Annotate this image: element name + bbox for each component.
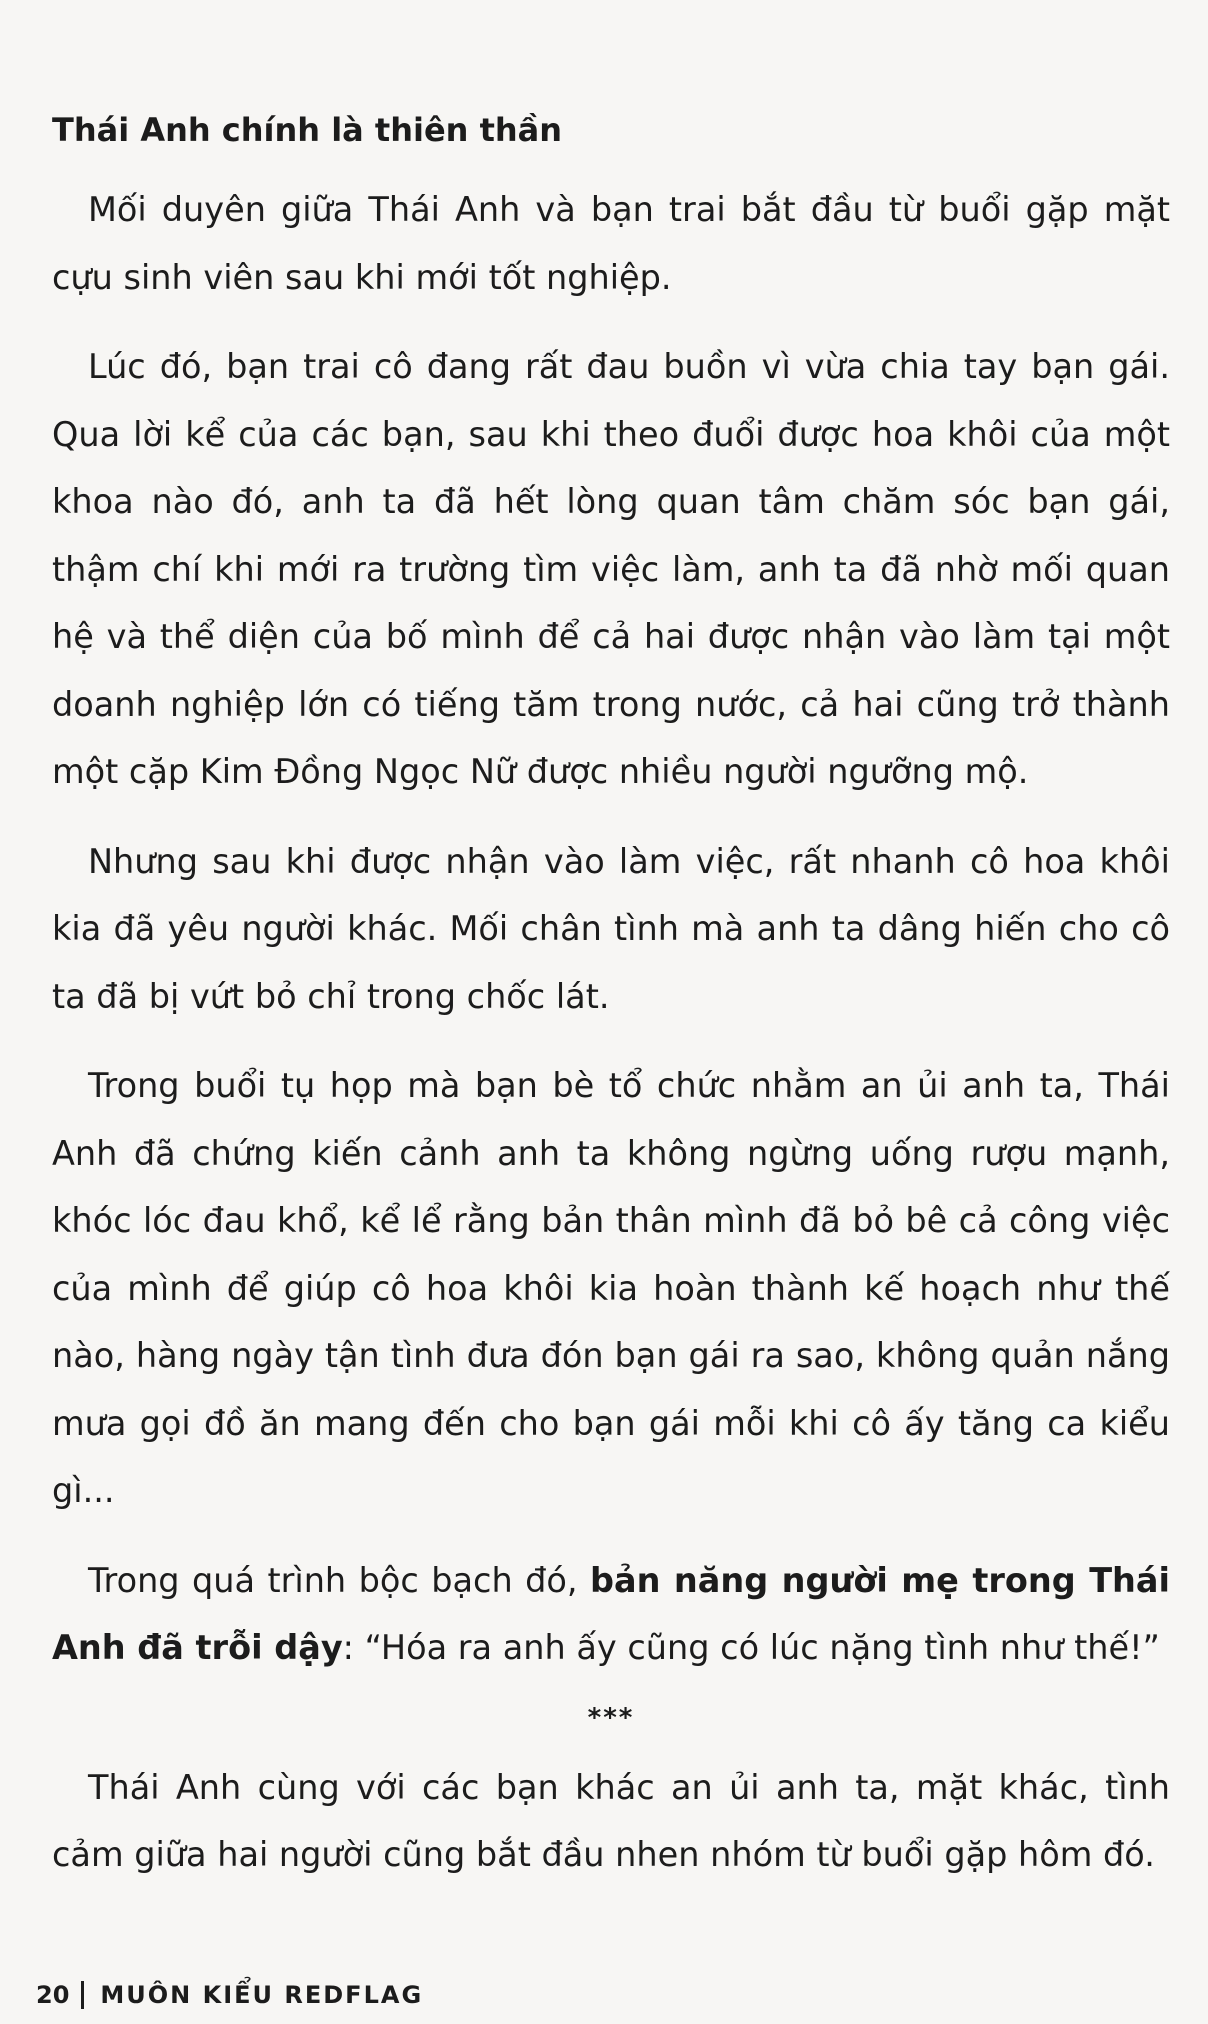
paragraph-2: Lúc đó, bạn trai cô đang rất đau buồn vì vừa chia tay bạn gái. Qua lời kể của các bạn, sau khi theo đuổi được hoa khôi của một khoa nào đó, anh ta đã hết lòng quan tâm chăm sóc bạn gái, thậm chí khi mới ra trường tìm việc làm, anh ta đã nhờ mối quan hệ và thể diện của bố mình để cả hai được nhận vào làm tại một doanh nghiệp lớn có tiếng tăm trong nước, cả hai cũng trở thành một cặp Kim Đồng Ngọc Nữ được nhiều người ngưỡng mộ. — [52, 347, 1170, 791]
body-text — [52, 176, 1170, 1889]
page-footer — [36, 1978, 423, 2012]
paragraph-5-start: Trong quá trình bộc bạch đó, — [88, 1560, 590, 1600]
paragraph-1: Mối duyên giữa Thái Anh và bạn trai bắt đầu từ buổi gặp mặt cựu sinh viên sau khi mới tốt nghiệp. — [52, 190, 1170, 297]
paragraph-5 — [52, 1547, 1170, 1682]
book-title: MUÔN KIỂU REDFLAG — [100, 1981, 424, 2009]
page-number: 20 — [36, 1981, 70, 2009]
paragraph-5-end: : “Hóa ra anh ấy cũng có lúc nặng tình như thế!” — [342, 1628, 1160, 1667]
paragraph-4: Trong buổi tụ họp mà bạn bè tổ chức nhằm an ủi anh ta, Thái Anh đã chứng kiến cảnh anh ta không ngừng uống rượu mạnh, khóc lóc đau khổ, kể lể rằng bản thân mình đã bỏ bê cả công việc của mình để giúp cô hoa khôi kia hoàn thành kế hoạch như thế nào, hàng ngày tận tình đưa đón bạn gái ra sao, không quản nắng mưa gọi đồ ăn mang đến cho bạn gái mỗi khi cô ấy tăng ca kiểu gì... — [52, 1066, 1170, 1510]
footer-divider — [81, 1981, 84, 2009]
paragraph-5-bold: bản năng người mẹ trong Thái Anh đã trỗi dậy — [52, 1560, 1170, 1667]
paragraph-3: Nhưng sau khi được nhận vào làm việc, rất nhanh cô hoa khôi kia đã yêu người khác. Mối chân tình mà anh ta dâng hiến cho cô ta đã bị vứt bỏ chỉ trong chốc lát. — [52, 841, 1170, 1016]
paragraph-6: Thái Anh cùng với các bạn khác an ủi anh ta, mặt khác, tình cảm giữa hai người cũng bắt đầu nhen nhóm từ buổi gặp hôm đó. — [52, 1767, 1170, 1874]
section-heading: Thái Anh chính là thiên thần — [52, 111, 563, 149]
section-separator: *** — [587, 1702, 635, 1733]
